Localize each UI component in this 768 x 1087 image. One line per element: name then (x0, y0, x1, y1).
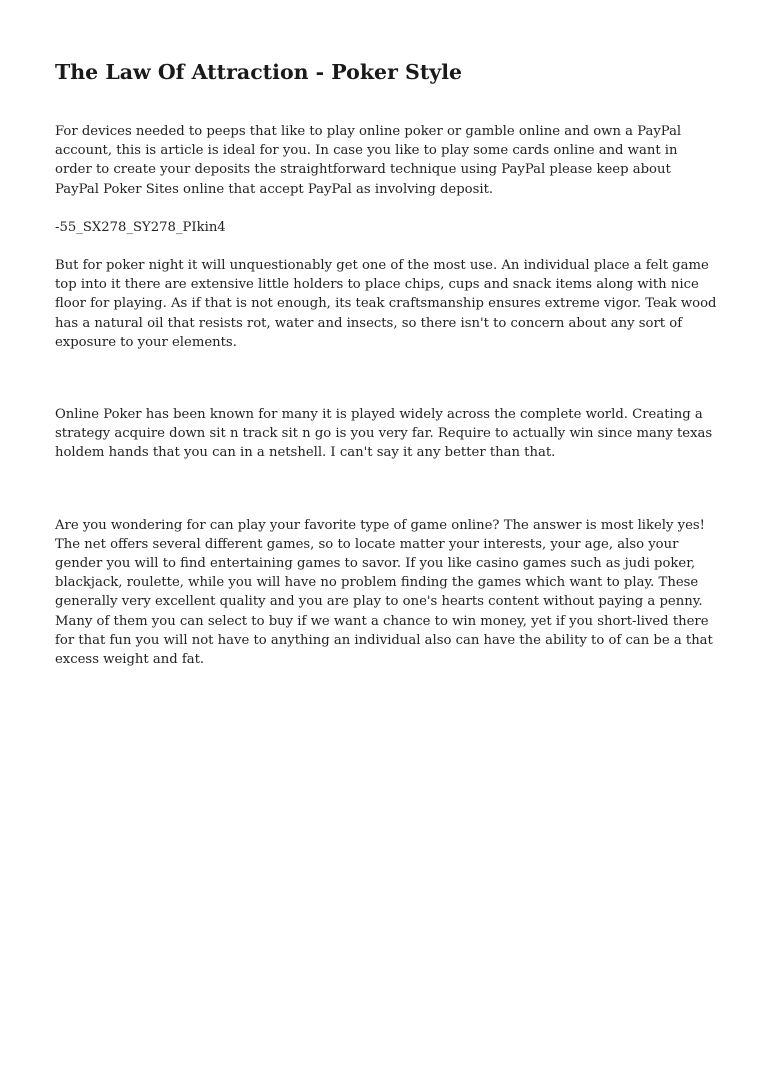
paragraph-poker-night: But for poker night it will unquestionably get one of the most use. An individual place a felt game top into it there are extensive little holders to place chips, cups and snack items along with nice floor for playing. As if that is not enough, its teak craftsmanship ensures extreme vigor. Teak wood has a natural oil that resists rot, water and insects, so there isn't to concern about any sort of exposure to your elements. (55, 258, 717, 350)
paragraph-image-code: -55_SX278_SY278_PIkin4 (55, 219, 226, 235)
document-page (55, 57, 717, 669)
document-title: The Law Of Attraction - Poker Style (55, 60, 463, 84)
paragraph-online-poker: Online Poker has been known for many it is played widely across the complete world. Creating a strategy acquire down sit n track sit n go is you very far. Require to actually win since many texas holdem hands that you can in a netshell. I can't say it any better than that. (55, 407, 713, 461)
paragraph-paypal-poker: For devices needed to peeps that like to play online poker or gamble online and own a PayPal account, this is article is ideal for you. In case you like to play some cards online and want in order to create your deposits the straightforward technique using PayPal please keep about PayPal Poker Sites online that accept PayPal as involving deposit. (55, 124, 682, 197)
paragraph-online-games: Are you wondering for can play your favorite type of game online? The answer is most likely yes! The net offers several different games, so to locate matter your interests, your age, also your gender you will to find entertaining games to savor. If you like casino games such as judi poker, blackjack, roulette, while you will have no problem finding the games which want to play. These generally very excellent quality and you are play to one's hearts content without paying a penny. Many of them you can select to buy if we want a chance to win money, yet if you short-lived there for that fun you will not have to anything an individual also can have the ability to of can be a that excess weight and fat. (55, 517, 713, 668)
